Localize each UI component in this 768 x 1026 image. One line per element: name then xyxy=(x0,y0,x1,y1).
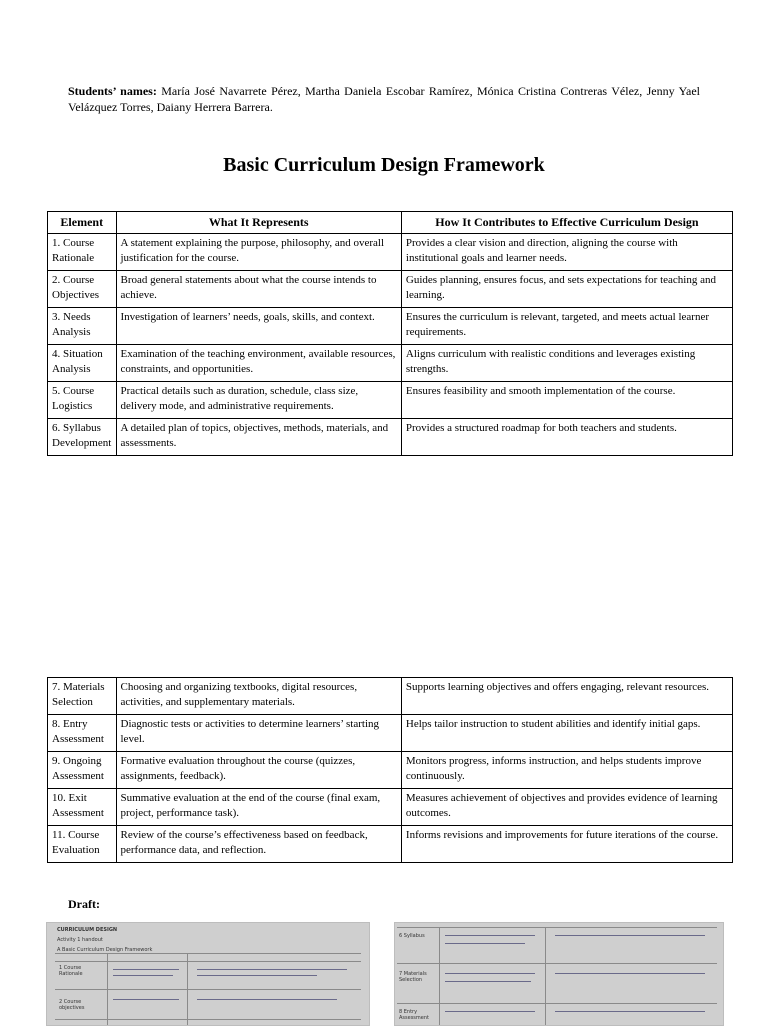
cell-element: 6. Syllabus Development xyxy=(48,419,117,456)
cell-what: Practical details such as duration, schedule, class size, delivery mode, and administrative requirements. xyxy=(116,382,401,419)
table-row xyxy=(48,715,733,752)
draft-photo-1 xyxy=(46,922,370,1026)
cell-element: 8. Entry Assessment xyxy=(48,715,117,752)
table-row xyxy=(48,752,733,789)
cell-what: Choosing and organizing textbooks, digital resources, activities, and supplementary materials. xyxy=(116,678,401,715)
draft-photo-2 xyxy=(394,922,724,1026)
photo1-caption: A Basic Curriculum Design Framework xyxy=(57,947,153,953)
students-label: Students’ names: xyxy=(68,84,157,98)
photo2-handwriting xyxy=(445,973,535,974)
photo2-handwriting xyxy=(555,1011,705,1012)
photo1-handwriting xyxy=(197,999,337,1000)
cell-how: Helps tailor instruction to student abilities and identify initial gaps. xyxy=(401,715,732,752)
cell-element: 7. Materials Selection xyxy=(48,678,117,715)
photo2-table-line xyxy=(397,1003,717,1004)
cell-element: 1. Course Rationale xyxy=(48,234,117,271)
cell-element: 2. Course Objectives xyxy=(48,271,117,308)
photo2-table-line xyxy=(545,927,546,1025)
cell-how: Ensures feasibility and smooth implementation of the course. xyxy=(401,382,732,419)
header-what: What It Represents xyxy=(116,212,401,234)
photo2-handwriting xyxy=(445,981,531,982)
photo1-row-label: 1 Course Rationale xyxy=(59,965,83,977)
cell-what: Examination of the teaching environment, available resources, constraints, and opportunities. xyxy=(116,345,401,382)
cell-element: 3. Needs Analysis xyxy=(48,308,117,345)
cell-how: Measures achievement of objectives and provides evidence of learning outcomes. xyxy=(401,789,732,826)
photo2-handwriting xyxy=(555,973,705,974)
cell-what: Diagnostic tests or activities to determine learners’ starting level. xyxy=(116,715,401,752)
draft-label: Draft: xyxy=(68,897,100,911)
students-list: María José Navarrete Pérez, Martha Daniela Escobar Ramírez, Mónica Cristina Contreras Vélez, Jenny Yael Velázquez Torres, Daiany Herrera Barrera. xyxy=(68,84,701,114)
photo1-subheading: Activity 1 handout xyxy=(57,937,103,943)
header-element: Element xyxy=(48,212,117,234)
table-row xyxy=(48,271,733,308)
photo2-table-line xyxy=(397,927,717,928)
table-row xyxy=(48,234,733,271)
cell-element: 5. Course Logistics xyxy=(48,382,117,419)
photo1-table-line xyxy=(55,953,361,954)
cell-how: Monitors progress, informs instruction, and helps students improve continuously. xyxy=(401,752,732,789)
table-row xyxy=(48,308,733,345)
photo2-row-label: 6 Syllabus xyxy=(399,933,425,939)
photo1-handwriting xyxy=(197,975,317,976)
photo2-handwriting xyxy=(445,1011,535,1012)
photo2-row-label: 7 Materials Selection xyxy=(399,971,427,983)
photo1-table-line xyxy=(55,1019,361,1020)
cell-what: Broad general statements about what the course intends to achieve. xyxy=(116,271,401,308)
photo1-handwriting xyxy=(113,975,173,976)
cell-how: Provides a clear vision and direction, aligning the course with institutional goals and learner needs. xyxy=(401,234,732,271)
photo2-table-line xyxy=(439,927,440,1025)
students-names xyxy=(68,83,700,115)
photo1-handwriting xyxy=(113,969,179,970)
cell-element: 11. Course Evaluation xyxy=(48,826,117,863)
header-how: How It Contributes to Effective Curriculum Design xyxy=(401,212,732,234)
photo1-handwriting xyxy=(197,969,347,970)
cell-what: Review of the course’s effectiveness based on feedback, performance data, and reflection. xyxy=(116,826,401,863)
photo2-table-line xyxy=(397,963,717,964)
table-row xyxy=(48,382,733,419)
photo1-table-line xyxy=(55,989,361,990)
table-row xyxy=(48,826,733,863)
cell-what: A detailed plan of topics, objectives, methods, materials, and assessments. xyxy=(116,419,401,456)
cell-how: Provides a structured roadmap for both teachers and students. xyxy=(401,419,732,456)
cell-element: 10. Exit Assessment xyxy=(48,789,117,826)
cell-how: Ensures the curriculum is relevant, targeted, and meets actual learner requirements. xyxy=(401,308,732,345)
table-row xyxy=(48,789,733,826)
photo1-handwriting xyxy=(113,999,179,1000)
cell-what: A statement explaining the purpose, philosophy, and overall justification for the course. xyxy=(116,234,401,271)
cell-how: Guides planning, ensures focus, and sets expectations for teaching and learning. xyxy=(401,271,732,308)
cell-what: Formative evaluation throughout the course (quizzes, assignments, feedback). xyxy=(116,752,401,789)
cell-element: 9. Ongoing Assessment xyxy=(48,752,117,789)
cell-element: 4. Situation Analysis xyxy=(48,345,117,382)
photo1-heading: CURRICULUM DESIGN xyxy=(57,927,118,933)
table-row xyxy=(48,345,733,382)
photo1-row-label: 2 Course objectives xyxy=(59,999,85,1011)
photo1-table-line xyxy=(55,961,361,962)
table-row xyxy=(48,678,733,715)
photo2-row-label: 8 Entry Assessment xyxy=(399,1009,429,1021)
cell-how: Supports learning objectives and offers engaging, relevant resources. xyxy=(401,678,732,715)
photo2-handwriting xyxy=(445,935,535,936)
photo2-handwriting xyxy=(445,943,525,944)
page-title: Basic Curriculum Design Framework xyxy=(223,154,545,176)
cell-how: Informs revisions and improvements for future iterations of the course. xyxy=(401,826,732,863)
table-header-row xyxy=(48,212,733,234)
photo1-table-line xyxy=(107,953,108,1025)
cell-what: Summative evaluation at the end of the course (final exam, project, performance task). xyxy=(116,789,401,826)
framework-table-part2 xyxy=(47,677,733,863)
photo1-table-line xyxy=(187,953,188,1025)
table-row xyxy=(48,419,733,456)
cell-how: Aligns curriculum with realistic conditions and leverages existing strengths. xyxy=(401,345,732,382)
framework-table-part1 xyxy=(47,211,733,456)
cell-what: Investigation of learners’ needs, goals, skills, and context. xyxy=(116,308,401,345)
photo2-handwriting xyxy=(555,935,705,936)
